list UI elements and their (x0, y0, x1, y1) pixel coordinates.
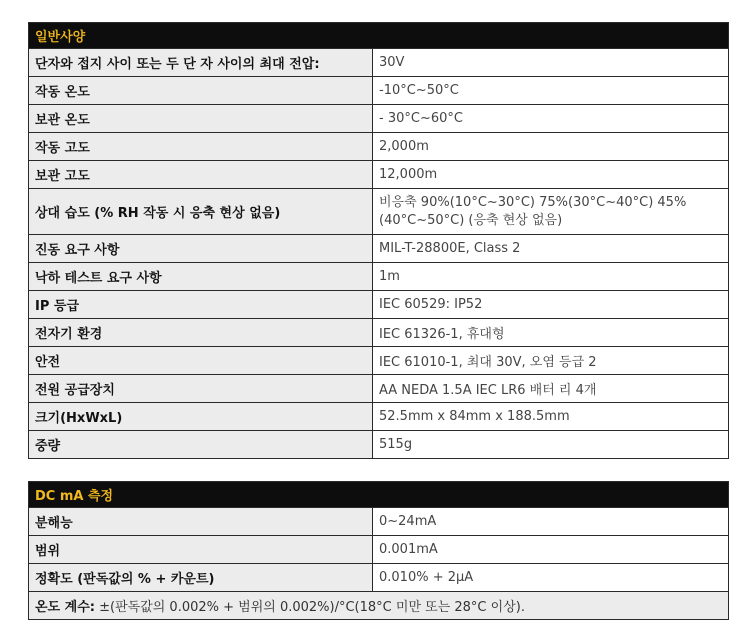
spec-value: 52.5mm x 84mm x 188.5mm (373, 403, 729, 431)
spec-value: IEC 61010-1, 최대 30V, 오염 등급 2 (373, 347, 729, 375)
dcma-spec-header: DC mA 측정 (29, 482, 729, 508)
spec-value: 12,000m (373, 161, 729, 189)
spec-value: 2,000m (373, 133, 729, 161)
temp-coefficient-label: 온도 계수: (35, 600, 95, 615)
spec-value: IEC 60529: IP52 (373, 291, 729, 319)
spec-value: 515g (373, 431, 729, 459)
spec-value: 0~24mA (373, 508, 729, 536)
spec-value: 0.001mA (373, 536, 729, 564)
spec-label: 상대 습도 (% RH 작동 시 응축 현상 없음) (29, 189, 373, 235)
spec-row-safety (29, 347, 729, 375)
spec-row-operating-altitude (29, 133, 729, 161)
spec-row-vibration (29, 235, 729, 263)
spec-row-accuracy (29, 564, 729, 592)
spec-row-ip-rating (29, 291, 729, 319)
spec-row-power-supply (29, 375, 729, 403)
spec-value: 0.010% + 2µA (373, 564, 729, 592)
spec-label: 안전 (29, 347, 373, 375)
dcma-spec-table (28, 481, 729, 620)
spec-value: IEC 61326-1, 휴대형 (373, 319, 729, 347)
spec-row-drop-test (29, 263, 729, 291)
spec-row-temp-coefficient (29, 592, 729, 620)
temp-coefficient-note (29, 592, 729, 620)
spec-label: 크기(HxWxL) (29, 403, 373, 431)
spec-value: - 30°C~60°C (373, 105, 729, 133)
spec-label: 보관 온도 (29, 105, 373, 133)
spec-label: 정확도 (판독값의 % + 카운트) (29, 564, 373, 592)
spec-row-operating-temp (29, 77, 729, 105)
spec-label: 중량 (29, 431, 373, 459)
spec-row-weight (29, 431, 729, 459)
spec-label: 단자와 접지 사이 또는 두 단 자 사이의 최대 전압: (29, 49, 373, 77)
spec-label: 분해능 (29, 508, 373, 536)
spec-value: -10°C~50°C (373, 77, 729, 105)
spec-row-humidity (29, 189, 729, 235)
spec-row-emc (29, 319, 729, 347)
spec-label: 전원 공급장치 (29, 375, 373, 403)
spec-value: MIL-T-28800E, Class 2 (373, 235, 729, 263)
spec-label: IP 등급 (29, 291, 373, 319)
spec-value: 비응축 90%(10°C~30°C) 75%(30°C~40°C) 45%(40°C~50°C) (응축 현상 없음) (373, 189, 729, 235)
spec-label: 작동 고도 (29, 133, 373, 161)
spec-row-resolution (29, 508, 729, 536)
spec-label: 진동 요구 사항 (29, 235, 373, 263)
general-spec-header: 일반사양 (29, 23, 729, 49)
spec-label: 보관 고도 (29, 161, 373, 189)
spec-row-dimensions (29, 403, 729, 431)
spec-label: 전자기 환경 (29, 319, 373, 347)
general-spec-table (28, 22, 729, 459)
spec-value: AA NEDA 1.5A IEC LR6 배터 리 4개 (373, 375, 729, 403)
spec-row-range (29, 536, 729, 564)
spec-label: 작동 온도 (29, 77, 373, 105)
spec-row-max-voltage (29, 49, 729, 77)
spec-label: 낙하 테스트 요구 사항 (29, 263, 373, 291)
spec-value: 30V (373, 49, 729, 77)
spec-value: 1m (373, 263, 729, 291)
spec-row-storage-temp (29, 105, 729, 133)
spec-row-storage-altitude (29, 161, 729, 189)
spec-label: 범위 (29, 536, 373, 564)
temp-coefficient-value: ±(판독값의 0.002% + 범위의 0.002%)/°C(18°C 미만 또는 28°C 이상). (94, 600, 525, 615)
